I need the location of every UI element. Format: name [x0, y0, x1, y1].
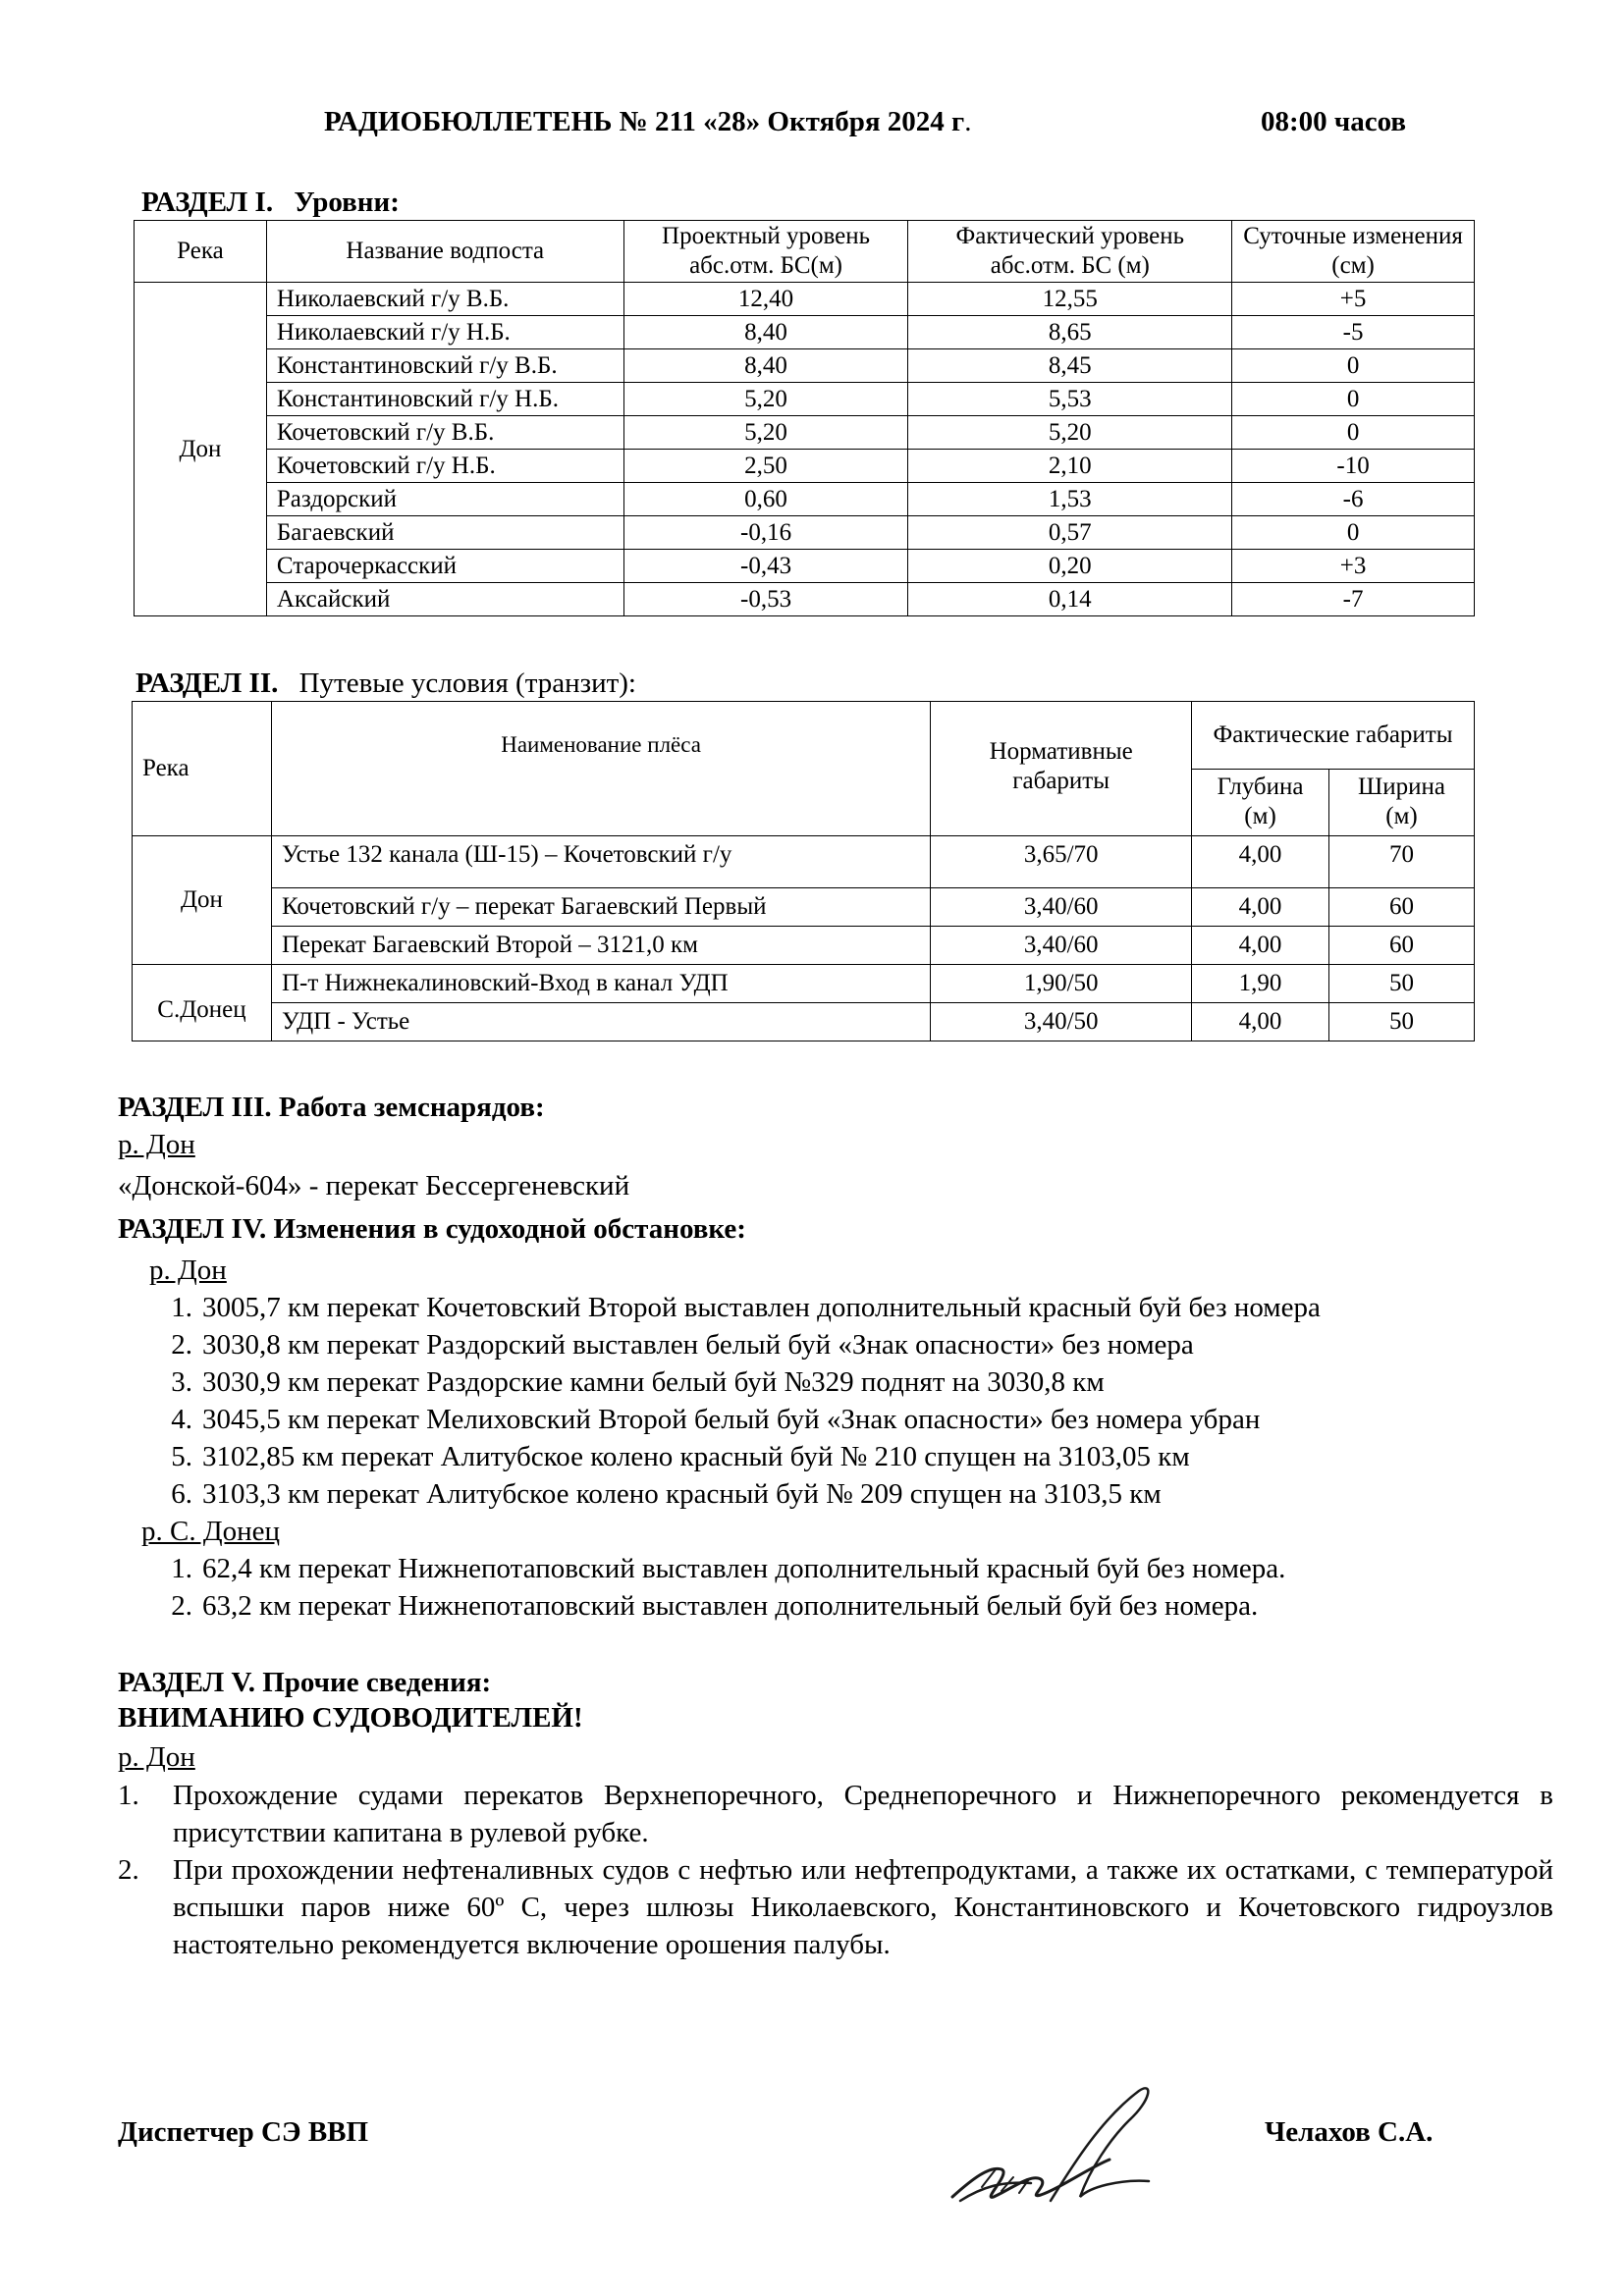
levels-table	[134, 220, 1475, 616]
post-name: Константиновский г/у Н.Б.	[266, 383, 623, 416]
fact-level: 12,55	[908, 283, 1232, 316]
table-row	[133, 927, 1475, 965]
table-row	[135, 483, 1475, 516]
route-col-depth: Глубина (м)	[1192, 769, 1329, 836]
list-item	[147, 1404, 1260, 1436]
table-row	[135, 583, 1475, 616]
levels-river-cell: Дон	[135, 283, 267, 616]
normative-dims: 3,40/50	[931, 1003, 1192, 1041]
item-text: 3005,7 км перекат Кочетовский Второй выставлен дополнительный красный буй без номера	[202, 1292, 1321, 1323]
section3-river: р. Дон	[118, 1129, 195, 1160]
actual-width: 50	[1329, 1003, 1475, 1041]
item-number: 2.	[118, 1854, 139, 1886]
item-number: 1.	[171, 1292, 192, 1323]
daily-change: -6	[1232, 483, 1475, 516]
normative-dims: 3,40/60	[931, 927, 1192, 965]
normative-dims: 3,40/60	[931, 888, 1192, 927]
project-level: -0,43	[623, 550, 908, 583]
fact-level: 5,53	[908, 383, 1232, 416]
daily-change: 0	[1232, 383, 1475, 416]
route-river-cell: Дон	[133, 836, 272, 965]
table-row	[133, 836, 1475, 888]
handwritten-signature	[943, 2071, 1198, 2218]
daily-change: 0	[1232, 516, 1475, 550]
dispatcher-position: Диспетчер СЭ ВВП	[118, 2116, 369, 2148]
project-level: 5,20	[623, 416, 908, 450]
normative-dims: 3,65/70	[931, 836, 1192, 888]
table-row	[133, 888, 1475, 927]
actual-depth: 4,00	[1192, 927, 1329, 965]
actual-width: 60	[1329, 927, 1475, 965]
item-number: 1.	[171, 1553, 192, 1584]
fact-level: 1,53	[908, 483, 1232, 516]
list-item	[147, 1366, 1105, 1399]
attention-heading: ВНИМАНИЮ СУДОВОДИТЕЛЕЙ!	[118, 1702, 583, 1734]
item-text: 3102,85 км перекат Алитубское колено красный буй № 210 спущен на 3103,05 км	[202, 1441, 1190, 1472]
item-text: 3030,9 км перекат Раздорские камни белый буй №329 поднят на 3030,8 км	[202, 1366, 1105, 1398]
dispatcher-name: Челахов С.А.	[1265, 2116, 1434, 2148]
list-item	[147, 1590, 1258, 1623]
daily-change: +5	[1232, 283, 1475, 316]
route-col-river: Река	[133, 702, 272, 836]
section2-title: Путевые условия (транзит):	[298, 667, 636, 699]
section3-heading: РАЗДЕЛ III. Работа земснарядов:	[118, 1092, 545, 1123]
list-item	[147, 1553, 1285, 1585]
post-name: Константиновский г/у В.Б.	[266, 349, 623, 383]
item-number: 4.	[171, 1404, 192, 1435]
item-text: При прохождении нефтеналивных судов с нефтью или нефтепродуктами, а также их остатками, с температурой вспышки паров ниже 60º С, через шлюзы Николаевского, Константиновского и Кочетовского гидроузлов настоятельно рекомендуется включение орошения палубы.	[173, 1854, 1553, 1960]
bulletin-time: 08:00 часов	[1261, 106, 1407, 137]
table-row	[133, 965, 1475, 1003]
project-level: 5,20	[623, 383, 908, 416]
levels-col-change: Суточные изменения (см)	[1232, 221, 1475, 283]
post-name: Старочеркасский	[266, 550, 623, 583]
post-name: Багаевский	[266, 516, 623, 550]
project-level: 8,40	[623, 316, 908, 349]
route-col-actual: Фактические габариты	[1192, 702, 1475, 770]
project-level: 0,60	[623, 483, 908, 516]
item-number: 6.	[171, 1478, 192, 1510]
daily-change: 0	[1232, 416, 1475, 450]
list-item	[147, 1478, 1162, 1511]
table-row	[135, 550, 1475, 583]
list-item	[118, 1851, 1553, 1963]
item-text: 63,2 км перекат Нижнепотаповский выставлен дополнительный белый буй без номера.	[202, 1590, 1259, 1622]
table-row	[135, 516, 1475, 550]
section3-text: «Донской-604» - перекат Бессергеневский	[118, 1170, 630, 1201]
project-level: 2,50	[623, 450, 908, 483]
post-name: Николаевский г/у В.Б.	[266, 283, 623, 316]
route-col-reach: Наименование плёса	[271, 702, 930, 836]
levels-col-post: Название водпоста	[266, 221, 623, 283]
daily-change: -10	[1232, 450, 1475, 483]
section1-title: Уровни:	[294, 187, 400, 218]
route-conditions-table	[132, 701, 1475, 1041]
section1-heading	[141, 187, 400, 219]
levels-header-row	[135, 221, 1475, 283]
normative-dims: 1,90/50	[931, 965, 1192, 1003]
item-number: 1.	[118, 1780, 139, 1811]
post-name: Кочетовский г/у Н.Б.	[266, 450, 623, 483]
list-item	[147, 1292, 1321, 1324]
list-item	[147, 1329, 1194, 1362]
fact-level: 2,10	[908, 450, 1232, 483]
daily-change: 0	[1232, 349, 1475, 383]
bulletin-title-text: РАДИОБЮЛЛЕТЕНЬ № 211 «28» Октября 2024 г	[324, 106, 965, 137]
reach-name: УДП - Устье	[271, 1003, 930, 1041]
item-number: 2.	[171, 1329, 192, 1361]
item-text: 62,4 км перекат Нижнепотаповский выставлен дополнительный красный буй без номера.	[202, 1553, 1286, 1584]
daily-change: -7	[1232, 583, 1475, 616]
fact-level: 8,45	[908, 349, 1232, 383]
item-number: 3.	[171, 1366, 192, 1398]
table-row	[135, 416, 1475, 450]
fact-level: 0,57	[908, 516, 1232, 550]
route-header-row	[133, 702, 1475, 770]
post-name: Аксайский	[266, 583, 623, 616]
actual-width: 50	[1329, 965, 1475, 1003]
levels-col-fact: Фактический уровень абс.отм. БС (м)	[908, 221, 1232, 283]
section4-river-donets: р. С. Донец	[141, 1516, 281, 1547]
list-item	[147, 1441, 1190, 1473]
fact-level: 0,14	[908, 583, 1232, 616]
actual-depth: 4,00	[1192, 1003, 1329, 1041]
project-level: -0,53	[623, 583, 908, 616]
route-col-width: Ширина (м)	[1329, 769, 1475, 836]
fact-level: 0,20	[908, 550, 1232, 583]
daily-change: +3	[1232, 550, 1475, 583]
actual-depth: 4,00	[1192, 888, 1329, 927]
reach-name: П-т Нижнекалиновский-Вход в канал УДП	[271, 965, 930, 1003]
actual-depth: 4,00	[1192, 836, 1329, 888]
section5-heading: РАЗДЕЛ V. Прочие сведения:	[118, 1667, 492, 1698]
item-number: 5.	[171, 1441, 192, 1472]
project-level: 12,40	[623, 283, 908, 316]
section4-river-don: р. Дон	[149, 1255, 227, 1286]
table-row	[135, 450, 1475, 483]
post-name: Раздорский	[266, 483, 623, 516]
table-row	[135, 383, 1475, 416]
section2-label: РАЗДЕЛ II.	[135, 667, 279, 699]
table-row	[135, 316, 1475, 349]
item-text: 3030,8 км перекат Раздорский выставлен белый буй «Знак опасности» без номера	[202, 1329, 1194, 1361]
table-row	[135, 283, 1475, 316]
daily-change: -5	[1232, 316, 1475, 349]
reach-name: Устье 132 канала (Ш-15) – Кочетовский г/у	[271, 836, 930, 888]
fact-level: 5,20	[908, 416, 1232, 450]
item-number: 2.	[171, 1590, 192, 1622]
reach-name: Перекат Багаевский Второй – 3121,0 км	[271, 927, 930, 965]
item-text: 3045,5 км перекат Мелиховский Второй белый буй «Знак опасности» без номера убран	[202, 1404, 1261, 1435]
section4-heading: РАЗДЕЛ IV. Изменения в судоходной обстановке:	[118, 1213, 746, 1245]
list-item	[118, 1777, 1553, 1851]
project-level: 8,40	[623, 349, 908, 383]
section1-label: РАЗДЕЛ I.	[141, 187, 274, 218]
levels-col-river: Река	[135, 221, 267, 283]
reach-name: Кочетовский г/у – перекат Багаевский Первый	[271, 888, 930, 927]
section2-heading	[135, 667, 636, 700]
table-row	[135, 349, 1475, 383]
bulletin-title	[324, 106, 971, 138]
route-river-cell: С.Донец	[133, 965, 272, 1041]
actual-width: 60	[1329, 888, 1475, 927]
bulletin-title-dot: .	[964, 106, 972, 137]
post-name: Кочетовский г/у В.Б.	[266, 416, 623, 450]
section5-river: р. Дон	[118, 1741, 195, 1773]
post-name: Николаевский г/у Н.Б.	[266, 316, 623, 349]
table-row	[133, 1003, 1475, 1041]
levels-col-project: Проектный уровень абс.отм. БС(м)	[623, 221, 908, 283]
route-col-normative: Нормативные габариты	[931, 702, 1192, 836]
project-level: -0,16	[623, 516, 908, 550]
item-text: 3103,3 км перекат Алитубское колено красный буй № 209 спущен на 3103,5 км	[202, 1478, 1162, 1510]
actual-width: 70	[1329, 836, 1475, 888]
fact-level: 8,65	[908, 316, 1232, 349]
item-text: Прохождение судами перекатов Верхнепоречного, Среднепоречного и Нижнепоречного рекомендуется в присутствии капитана в рулевой рубке.	[173, 1780, 1553, 1848]
actual-depth: 1,90	[1192, 965, 1329, 1003]
